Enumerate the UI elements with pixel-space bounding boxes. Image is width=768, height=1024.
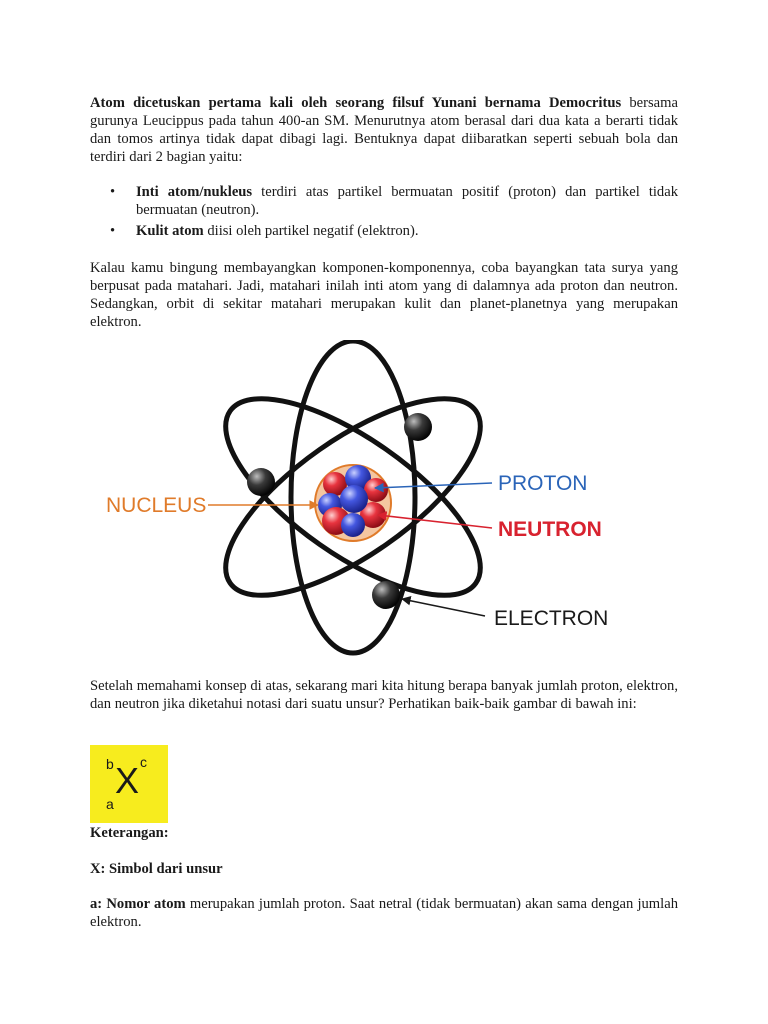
keterangan-heading-text: Keterangan: [90, 825, 169, 841]
question-paragraph: Setelah memahami konsep di atas, sekarang mari kita hitung berapa banyak jumlah proton, elektron, dan neutron jika diketahui notasi dari suatu unsur? Perhatikan baik-baik gambar di bawah ini: [90, 678, 678, 712]
keterangan-x-text: X: Simbol dari unsur [90, 861, 223, 877]
bullet-item [90, 222, 678, 240]
notation-top-right: c [140, 754, 147, 770]
intro-bold: Atom dicetuskan pertama kali oleh seorang filsuf Yunani bernama Democritus [90, 95, 622, 111]
keterangan-a [90, 895, 678, 931]
keterangan-a-bold: a: Nomor atom [90, 896, 186, 912]
bullet-text: diisi oleh partikel negatif (elektron). [203, 223, 419, 239]
nucleus [315, 465, 391, 541]
bullet-bold: Kulit atom [136, 223, 204, 239]
proton-ball [341, 513, 365, 537]
neutron-label: NEUTRON [498, 518, 602, 541]
intro-rest: bersama gurunya Leucippus pada tahun 400-an SM. Menurutnya atom berasal dari dua kata a berarti tidak dan tomos artinya tidak dapat dibagi lagi. Bentuknya dapat diibaratkan seperti sebuah bola dan terdiri dari 2 bagian yaitu: [90, 95, 678, 165]
electron-pointer [402, 599, 485, 616]
bullet-text: terdiri atas partikel bermuatan positif (proton) dan partikel tidak bermuatan (neutron). [136, 184, 678, 218]
keterangan-a-rest: merupakan jumlah proton. Saat netral (tidak bermuatan) akan sama dengan jumlah elektron. [90, 896, 678, 930]
keterangan-x [90, 860, 678, 878]
atom-diagram [90, 340, 678, 660]
nucleus-label: NUCLEUS [106, 494, 207, 517]
proton-label: PROTON [498, 472, 588, 495]
analogy-paragraph: Kalau kamu bingung membayangkan komponen-komponennya, coba bayangkan tata surya yang berpusat pada matahari. Jadi, matahari inilah inti atom yang di dalamnya ada proton dan neutron. Sedangkan, orbit di sekitar matahari merupakan kulit dan planet-planetnya yang merupakan elektron. [90, 260, 678, 330]
electron-ball [247, 468, 275, 496]
element-notation-box [90, 745, 168, 823]
neutron-pointer [378, 515, 492, 528]
electron-ball [372, 581, 400, 609]
bullet-marker: • [110, 184, 116, 200]
bullet-bold: Inti atom/nukleus [136, 184, 253, 200]
electron-ball [404, 413, 432, 441]
notation-symbol: X [115, 760, 140, 801]
bullet-item [90, 183, 678, 219]
intro-paragraph [90, 94, 678, 166]
bullet-marker: • [110, 223, 116, 239]
electron-label: ELECTRON [494, 607, 609, 630]
bullet-list [90, 183, 678, 243]
keterangan-heading [90, 824, 678, 842]
notation-bottom-left: a [106, 796, 114, 812]
notation-top-left: b [106, 756, 114, 772]
proton-ball [340, 485, 368, 513]
